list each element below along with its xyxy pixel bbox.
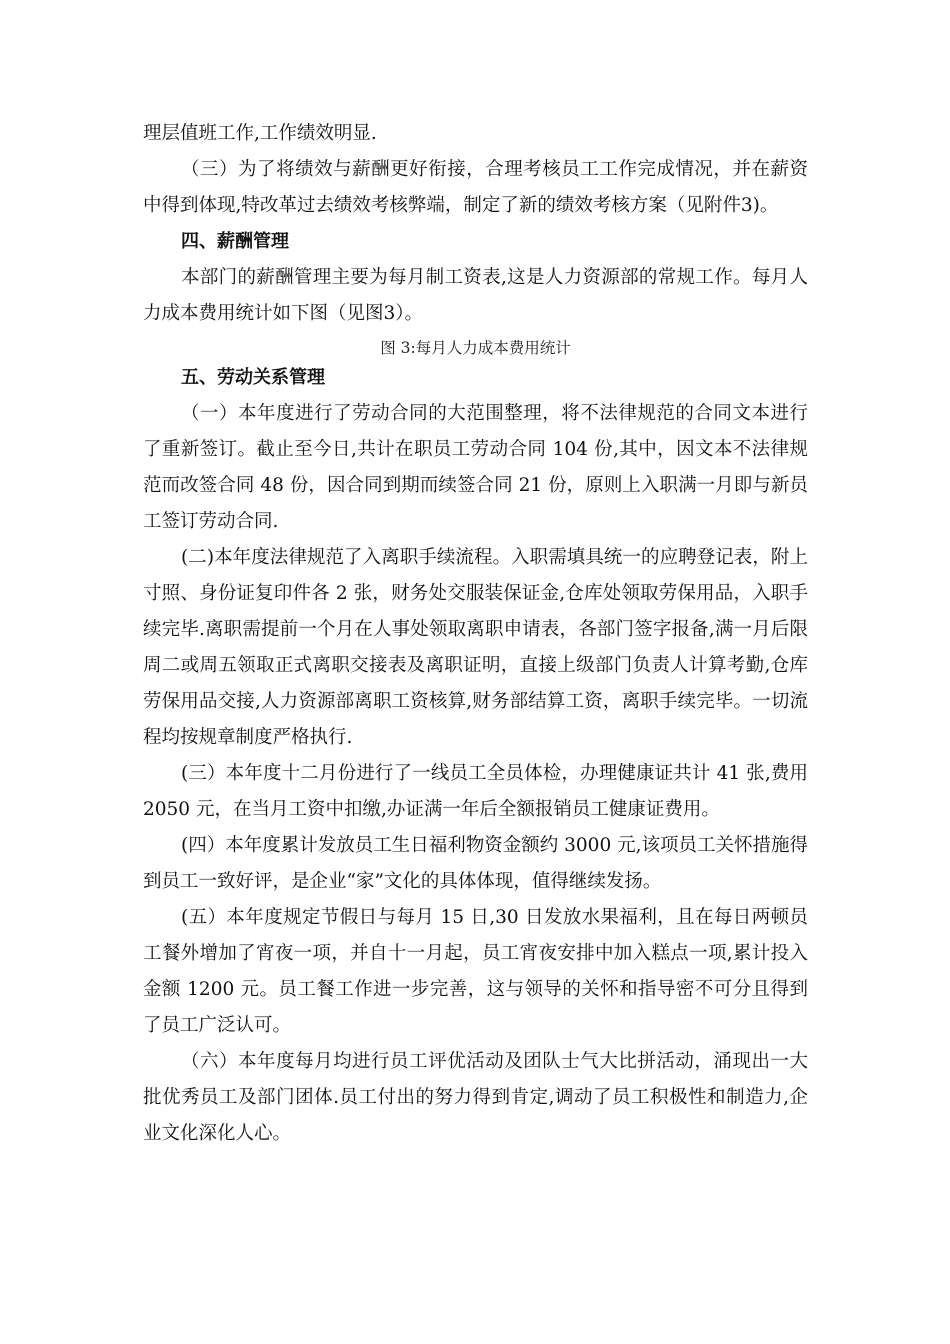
labor-item-6-paragraph: （六）本年度每月均进行员工评优活动及团队士气大比拼活动，涌现出一大批优秀员工及部门团体.员工付出的努力得到肯定,调动了员工积极性和制造力,企业文化深化人心。	[143, 1051, 808, 1144]
labor-item-3-paragraph: (三）本年度十二月份进行了一线员工全员体检，办理健康证共计 41 张,费用 2050 元，在当月工资中扣缴,办证满一年后全额报销员工健康证费用。	[143, 763, 808, 820]
labor-item-5-paragraph: (五）本年度规定节假日与每月 15 日,30 日发放水果福利，且在每日两顿员工餐外增加了宵夜一项，并自十一月起，员工宵夜安排中加入糕点一项,累计投入金额 1200 元。员工餐工作进一步完善，这与领导的关怀和指导密不可分且得到了员工广泛认可。	[143, 907, 808, 1036]
continuation-paragraph: 理层值班工作,工作绩效明显.	[143, 123, 377, 144]
salary-paragraph: 本部门的薪酬管理主要为每月制工资表,这是人力资源部的常规工作。每月人力成本费用统计如下图（见图3）。	[143, 267, 808, 324]
section-heading-salary: 四、薪酬管理	[181, 231, 289, 252]
labor-item-2-paragraph: (二)本年度法律规范了入离职手续流程。入职需填具统一的应聘登记表，附上寸照、身份证复印件各 2 张，财务处交服装保证金,仓库处领取劳保用品，入职手续完毕.离职需提前一个月在人事处领取离职申请表，各部门签字报备,满一月后限周二或周五领取正式离职交接表及离职证明，直接上级部门负责人计算考勤,仓库劳保用品交接,人力资源部离职工资核算,财务部结算工资，离职手续完毕。一切流程均按规章制度严格执行.	[143, 547, 808, 748]
labor-item-4-paragraph: (四）本年度累计发放员工生日福利物资金额约 3000 元,该项员工关怀措施得到员工一致好评，是企业“家”文化的具体体现，值得继续发扬。	[143, 835, 808, 892]
figure-caption: 图 3:每月人力成本费用统计	[380, 339, 571, 357]
section-heading-labor-relations: 五、劳动关系管理	[181, 367, 325, 388]
labor-item-1-paragraph: （一）本年度进行了劳动合同的大范围整理，将不法律规范的合同文本进行了重新签订。截止至今日,共计在职员工劳动合同 104 份,其中，因文本不法律规范而改签合同 48 份，因合同到期而续签合同 21 份，原则上入职满一月即与新员工签订劳动合同.	[143, 403, 808, 532]
performance-item-3-paragraph: （三）为了将绩效与薪酬更好衔接，合理考核员工工作完成情况，并在薪资中得到体现,特改革过去绩效考核弊端，制定了新的绩效考核方案（见附件3)。	[143, 159, 808, 216]
document-body	[143, 116, 808, 1152]
